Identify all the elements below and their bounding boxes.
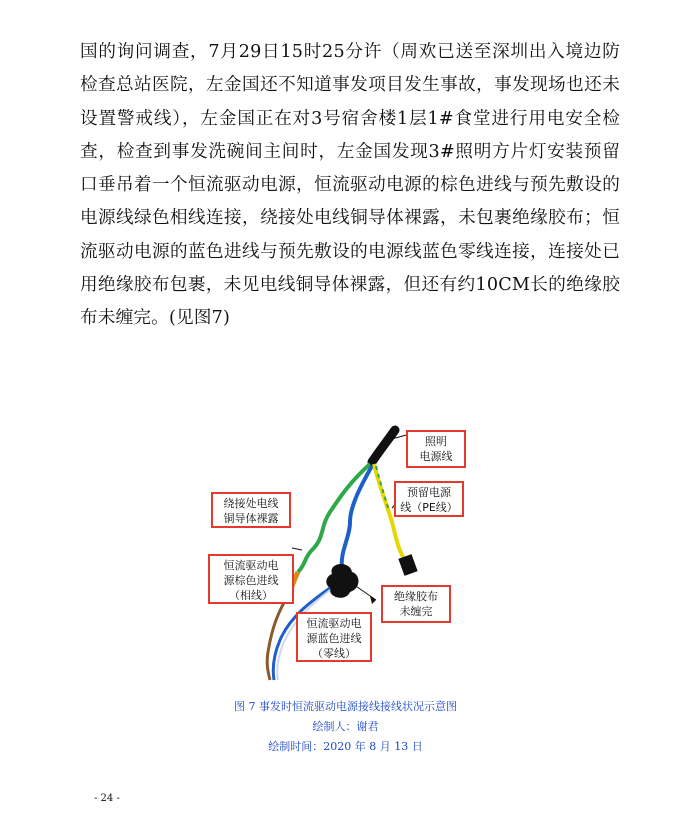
figure-caption-drawer: 绘制人：谢君 [312,720,379,733]
figure-caption-date: 绘制时间：2020 年 8 月 13 日 [268,740,423,753]
callout-reserved-line: 预留电源 线（PE线） [394,481,464,517]
callout-exposed-copper: 绕接处电线 铜导体裸露 [211,492,291,528]
lighting-cable [372,430,395,462]
callout-blue-input: 恒流驱动电 源蓝色进线 （零线） [296,612,372,662]
callout-tape-unfinished: 绝缘胶布 未缠完 [381,585,451,623]
figure-caption-title: 图 7 事发时恒流驱动电源接线接线状况示意图 [234,700,457,713]
body-paragraph: 国的询问调查，7月29日15时25分许（周欢已送至深圳出入境边防检查总站医院，左金国还不知道事发项目发生事故，事发现场也还未设置警戒线），左金国正在对3号宿舍楼1层1#食堂进行用电安全检查，检查到事发洗碗间主间时，左金国发现3#照明方片灯安装预留口垂吊着一个恒流驱动电源，恒流驱动电源的棕色进线与预先敷设的电源线绿色相线连接，绕接处电线铜导体裸露，未包裹绝缘胶布；恒流驱动电源的蓝色进线与预先敷设的电源线蓝色零线连接，连接处已用绝缘胶布包裹，未见电线铜导体裸露，但还有约10CM长的绝缘胶布未缠完。(见图7) [80,42,620,329]
green-wire [298,464,370,572]
callout-lighting-line: 照明 电源线 [406,430,466,468]
callout-brown-input: 恒流驱动电 源棕色进线 （相线） [208,554,294,604]
tape-blob [326,564,358,598]
page-number: - 24 - [94,793,120,804]
